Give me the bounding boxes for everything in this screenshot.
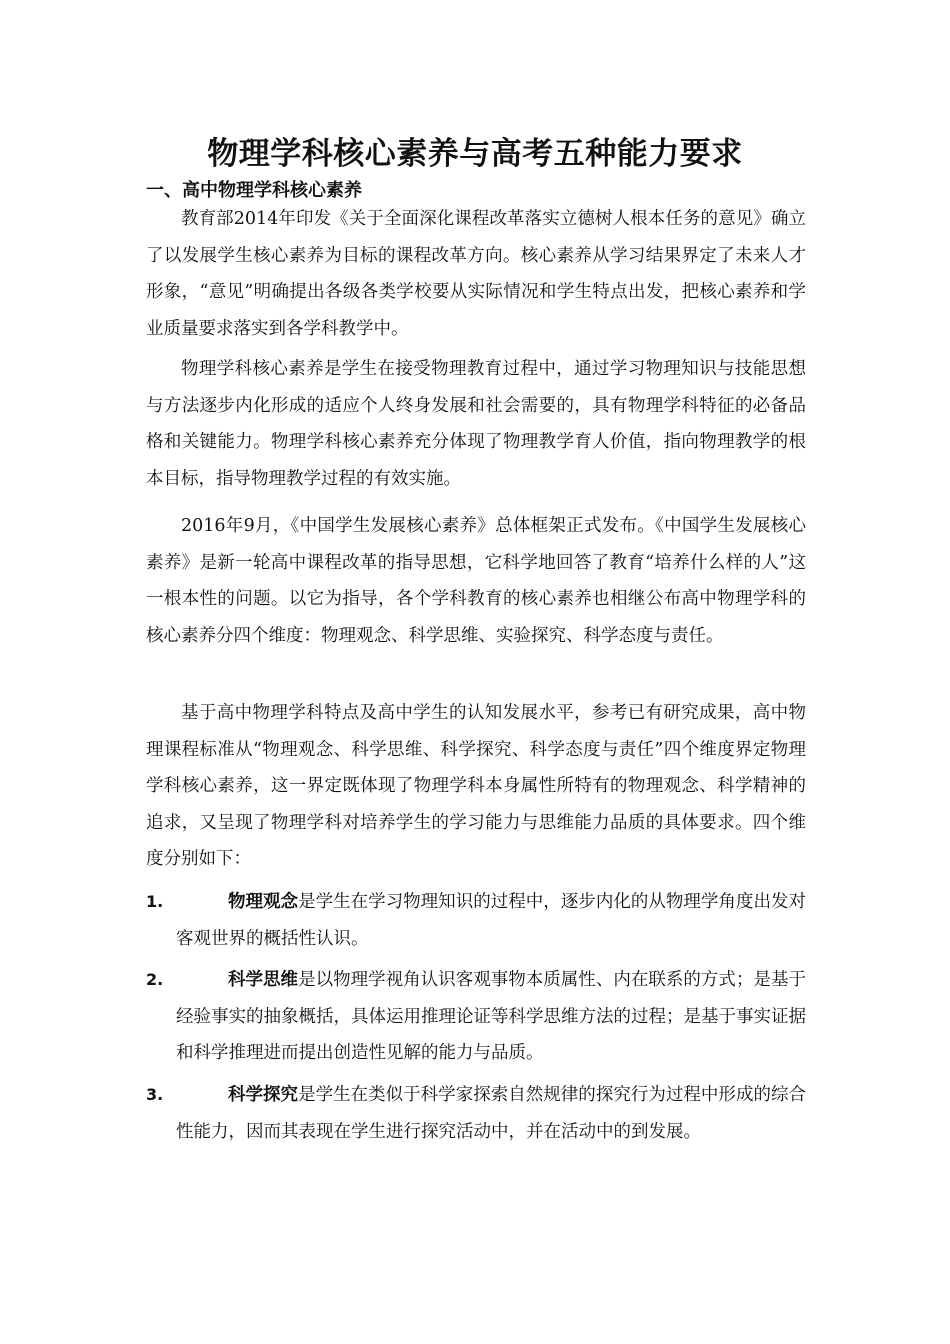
- paragraph-3: 2016年9月，《中国学生发展核心素养》总体框架正式发布。《中国学生发展核心素养》是新一轮高中课程改革的指导思想，它科学地回答了教育“培养什么样的人”这一根本性的问题。以它为指导，各个学科教育的核心素养也相继公布高中物理学科的核心素养分四个维度：物理观念、科学思维、实验探究、科学态度与责任。: [146, 516, 806, 646]
- list-item-number: 3.: [146, 1085, 164, 1104]
- page-title: 物理学科核心素养与高考五种能力要求: [207, 136, 743, 172]
- list-item-term: 物理观念: [228, 892, 299, 912]
- list-item-body: [176, 1077, 806, 1150]
- list-item-term: 科学思维: [228, 970, 299, 990]
- list-item-text: 是以物理学视角认识客观事物本质属性、内在联系的方式；是基于经验事实的抽象概括，具体运用推理论证等科学思维方法的过程；是基于事实证据和科学推理进而提出创造性见解的能力与品质。: [176, 970, 806, 1063]
- list-item-number: 1.: [146, 892, 164, 911]
- list-item-term: 科学探究: [228, 1085, 299, 1105]
- paragraph-2: 物理学科核心素养是学生在接受物理教育过程中，通过学习物理知识与技能思想与方法逐步内化形成的适应个人终身发展和社会需要的，具有物理学科特征的必备品格和关键能力。物理学科核心素养充分体现了物理教学育人价值，指向物理教学的根本目标，指导物理教学过程的有效实施。: [146, 359, 806, 489]
- list-item-number: 2.: [146, 970, 164, 989]
- list-item-text: 是学生在学习物理知识的过程中，逐步内化的从物理学角度出发对客观世界的概括性认识。: [176, 892, 806, 949]
- list-item: [146, 884, 806, 957]
- list-item-text: 是学生在类似于科学家探索自然规律的探究行为过程中形成的综合性能力，因而其表现在学生进行探究活动中，并在活动中的到发展。: [176, 1085, 806, 1142]
- section-heading: 一、高中物理学科核心素养: [146, 180, 362, 201]
- list-item: [146, 962, 806, 1072]
- paragraph-1: 教育部2014年印发《关于全面深化课程改革落实立德树人根本任务的意见》确立了以发展学生核心素养为目标的课程改革方向。核心素养从学习结果界定了未来人才形象，“意见”明确提出各级各类学校要从实际情况和学生特点出发，把核心素养和学业质量要求落实到各学科教学中。: [146, 209, 806, 339]
- paragraph-4: 基于高中物理学科特点及高中学生的认知发展水平，参考已有研究成果，高中物理课程标准从“物理观念、科学思维、科学探究、科学态度与责任”四个维度界定物理学科核心素养，这一界定既体现了物理学科本身属性所特有的物理观念、科学精神的追求，又呈现了物理学科对培养学生的学习能力与思维能力品质的具体要求。四个维度分别如下：: [146, 703, 806, 869]
- list-item-body: [176, 884, 806, 957]
- list-item: [146, 1077, 806, 1150]
- list-item-body: [176, 962, 806, 1072]
